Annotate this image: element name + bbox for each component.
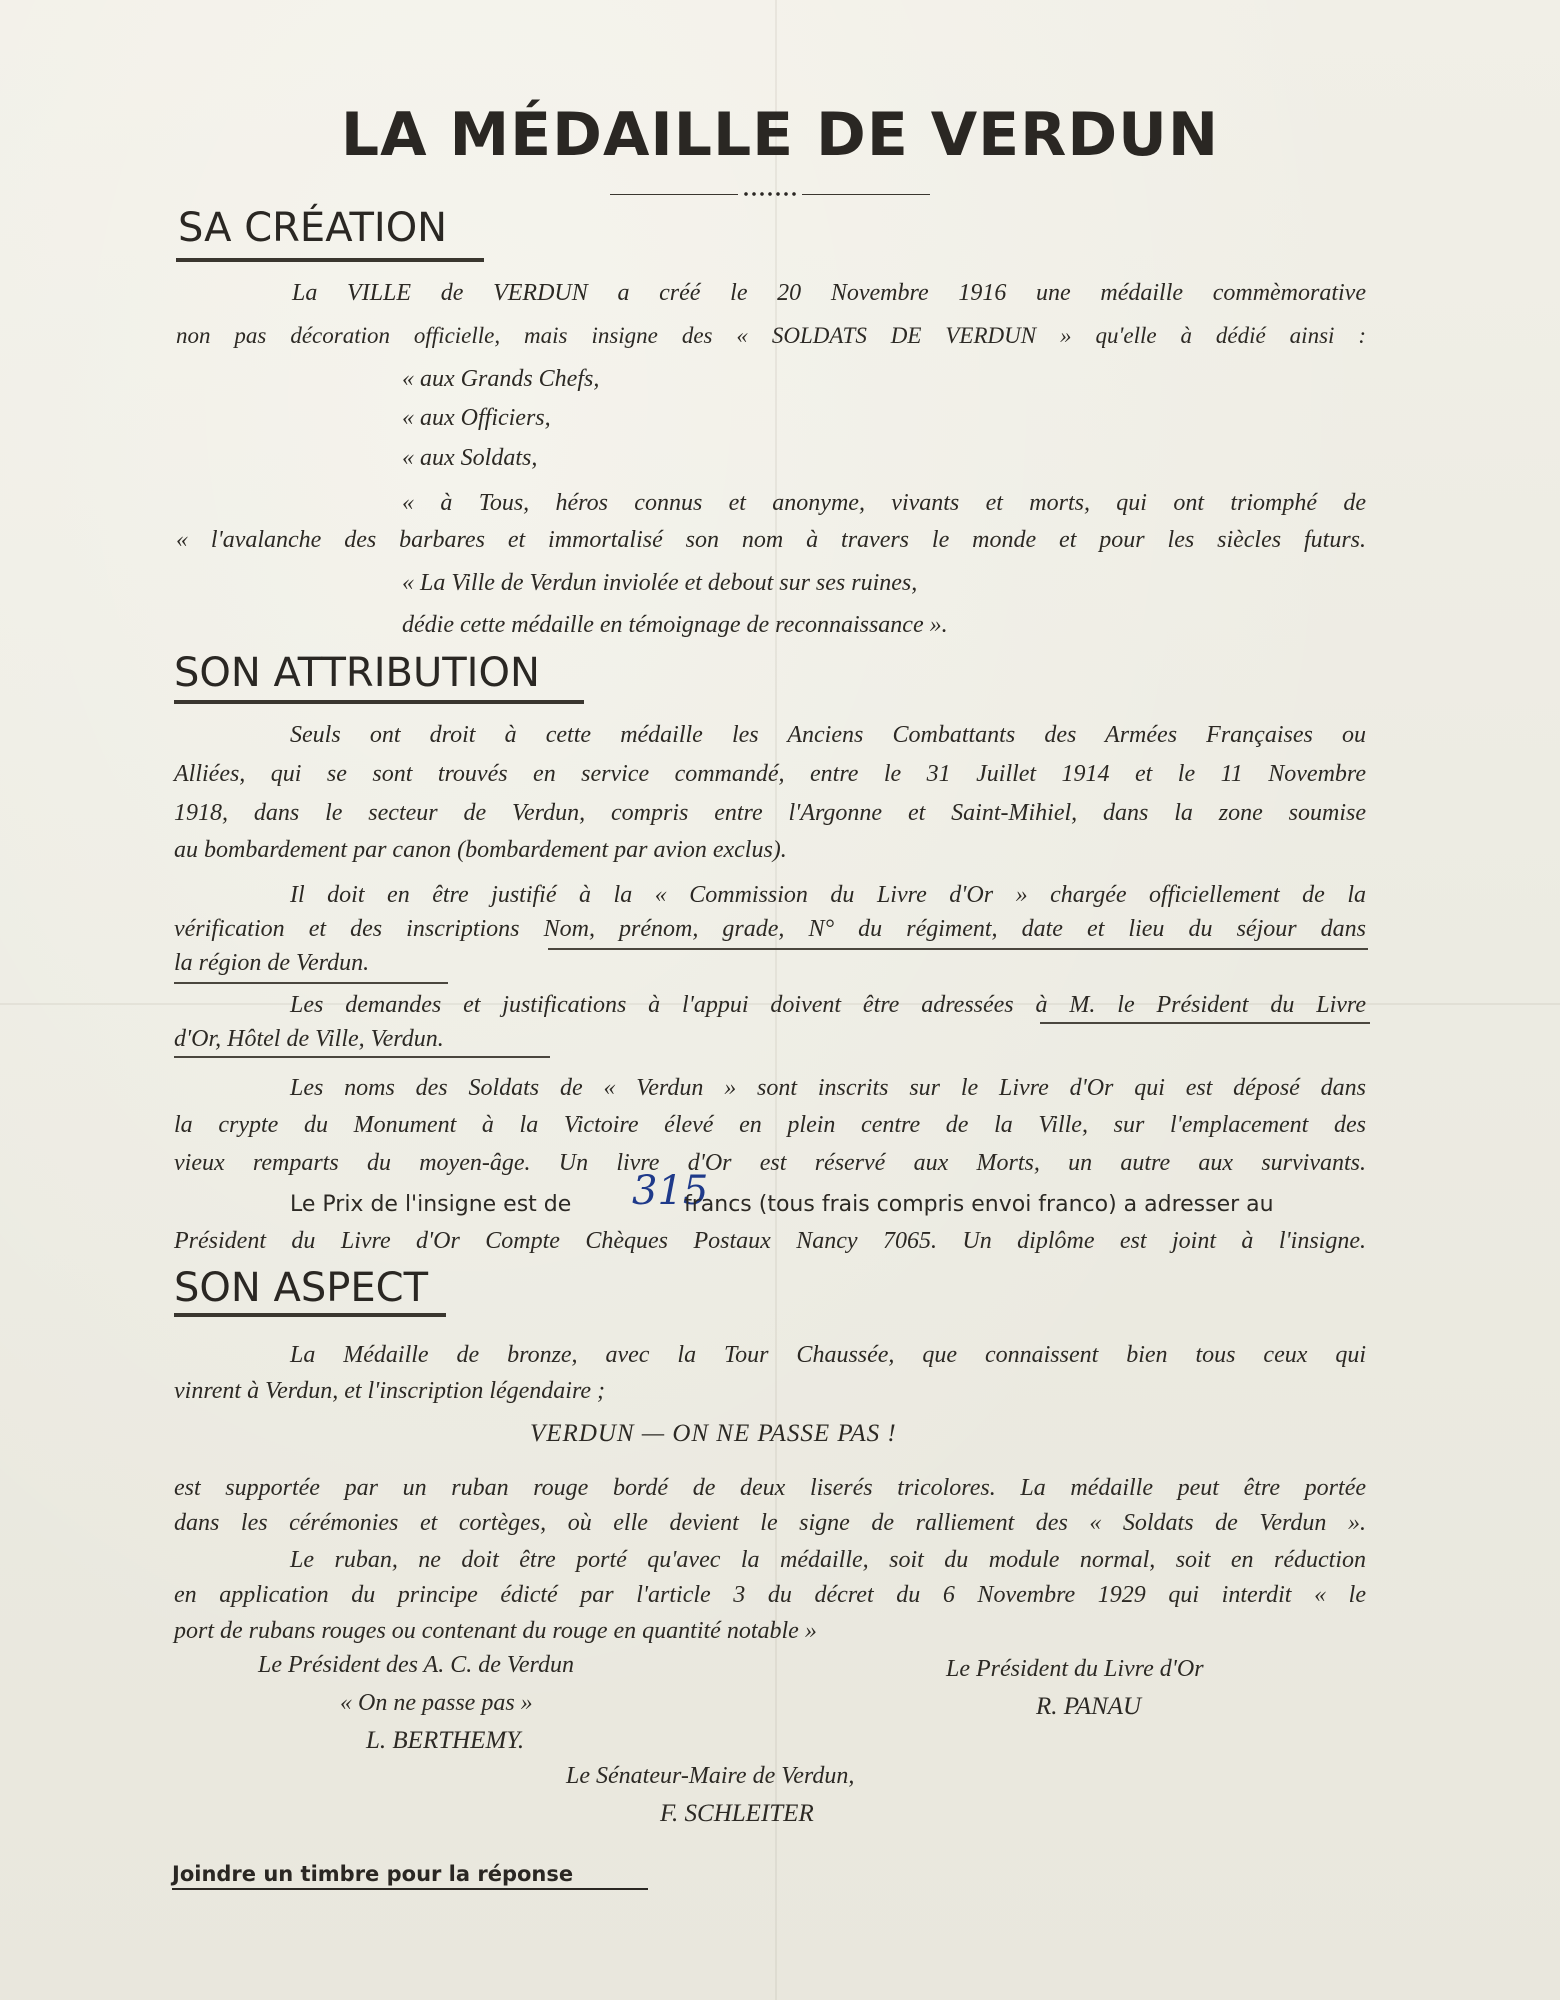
attribution-p1-line: au bombardement par canon (bombardement par avion exclus). — [174, 837, 787, 863]
heading-attribution-underline — [174, 700, 584, 704]
handwritten-underline — [174, 982, 448, 984]
dedication-line: « La Ville de Verdun inviolée et debout sur ses ruines, — [402, 570, 918, 596]
aspect-p1-line: vinrent à Verdun, et l'inscription légendaire ; — [174, 1378, 606, 1404]
handwritten-underline — [174, 1056, 550, 1058]
signature-left-line: « On ne passe pas » — [340, 1690, 533, 1716]
signature-right-line: R. PANAU — [1036, 1693, 1142, 1720]
attribution-p3-line: Les demandes et justifications à l'appui doivent être adressées à M. le Président du Livre — [290, 992, 1366, 1018]
heading-aspect-underline — [174, 1313, 446, 1317]
attribution-p2-line: Il doit en être justifié à la « Commission du Livre d'Or » chargée officiellement de la — [290, 882, 1366, 908]
verdun-motto: VERDUN — ON NE PASSE PAS ! — [530, 1420, 897, 1447]
price-line-start: Le Prix de l'insigne est de — [290, 1192, 572, 1217]
attribution-p4-line: vieux remparts du moyen-âge. Un livre d'Or est réservé aux Morts, un autre aux survivants. — [174, 1150, 1366, 1176]
attribution-p2-line: vérification et des inscriptions Nom, prénom, grade, N° du régiment, date et lieu du séjour dans — [174, 916, 1366, 942]
dedication-line: « à Tous, héros connus et anonyme, vivants et morts, qui ont triomphé de — [402, 490, 1366, 516]
price-line-2: Président du Livre d'Or Compte Chèques Postaux Nancy 7065. Un diplôme est joint à l'insigne. — [174, 1228, 1366, 1254]
attribution-p1-line: Seuls ont droit à cette médaille les Anciens Combattants des Armées Françaises ou — [290, 722, 1366, 748]
dedication-line: « l'avalanche des barbares et immortalisé son nom à travers le monde et pour les siècles futurs. — [176, 527, 1366, 553]
footer-note-underline — [172, 1888, 648, 1890]
price-line-end: francs (tous frais compris envoi franco) a adresser au — [684, 1192, 1274, 1217]
handwritten-underline — [1040, 1022, 1370, 1024]
creation-line-1: La VILLE de VERDUN a créé le 20 Novembre 1916 une médaille commèmorative — [292, 280, 1366, 306]
heading-creation: SA CRÉATION — [178, 205, 448, 251]
signature-center-line: F. SCHLEITER — [660, 1800, 814, 1827]
aspect-p2-line: dans les cérémonies et cortèges, où elle devient le signe de ralliement des « Soldats de Verdun ». — [174, 1510, 1366, 1536]
heading-creation-underline — [176, 258, 484, 262]
title-ornament — [610, 191, 930, 197]
dedication-line: « aux Officiers, — [402, 405, 551, 431]
document-title: LA MÉDAILLE DE VERDUN — [340, 100, 1220, 170]
heading-aspect: SON ASPECT — [174, 1265, 429, 1311]
dedication-line: dédie cette médaille en témoignage de reconnaissance ». — [402, 612, 948, 638]
creation-line-2: non pas décoration officielle, mais insigne des « SOLDATS DE VERDUN » qu'elle à dédié ainsi : — [176, 323, 1366, 348]
dedication-line: « aux Grands Chefs, — [402, 366, 600, 392]
attribution-p4-line: la crypte du Monument à la Victoire élevé en plein centre de la Ville, sur l'emplacement des — [174, 1112, 1366, 1138]
attribution-p3-line: d'Or, Hôtel de Ville, Verdun. — [174, 1026, 444, 1052]
heading-attribution: SON ATTRIBUTION — [174, 650, 540, 696]
aspect-p1-line: La Médaille de bronze, avec la Tour Chaussée, que connaissent bien tous ceux qui — [290, 1342, 1366, 1368]
attribution-p2-line: la région de Verdun. — [174, 950, 370, 976]
attribution-p1-line: 1918, dans le secteur de Verdun, compris entre l'Argonne et Saint-Mihiel, dans la zone soumise — [174, 800, 1366, 826]
signature-left-line: Le Président des A. C. de Verdun — [258, 1652, 574, 1678]
handwritten-underline — [548, 948, 1368, 950]
attribution-p4-line: Les noms des Soldats de « Verdun » sont inscrits sur le Livre d'Or qui est déposé dans — [290, 1075, 1366, 1101]
signature-right-line: Le Président du Livre d'Or — [946, 1656, 1204, 1682]
handwritten-price: 315 — [632, 1168, 709, 1214]
dedication-line: « aux Soldats, — [402, 445, 538, 471]
footer-note: Joindre un timbre pour la réponse — [172, 1862, 574, 1886]
aspect-p3-line: Le ruban, ne doit être porté qu'avec la médaille, soit du module normal, soit en réduction — [290, 1547, 1366, 1573]
signature-left-line: L. BERTHEMY. — [366, 1727, 525, 1754]
attribution-p1-line: Alliées, qui se sont trouvés en service commandé, entre le 31 Juillet 1914 et le 11 Novembre — [174, 761, 1366, 787]
signature-center-line: Le Sénateur-Maire de Verdun, — [566, 1763, 855, 1789]
aspect-p2-line: est supportée par un ruban rouge bordé de deux liserés tricolores. La médaille peut être portée — [174, 1475, 1366, 1501]
aspect-p3-line: en application du principe édicté par l'article 3 du décret du 6 Novembre 1929 qui interdit « le — [174, 1582, 1366, 1608]
aspect-p3-line: port de rubans rouges ou contenant du rouge en quantité notable » — [174, 1618, 817, 1644]
